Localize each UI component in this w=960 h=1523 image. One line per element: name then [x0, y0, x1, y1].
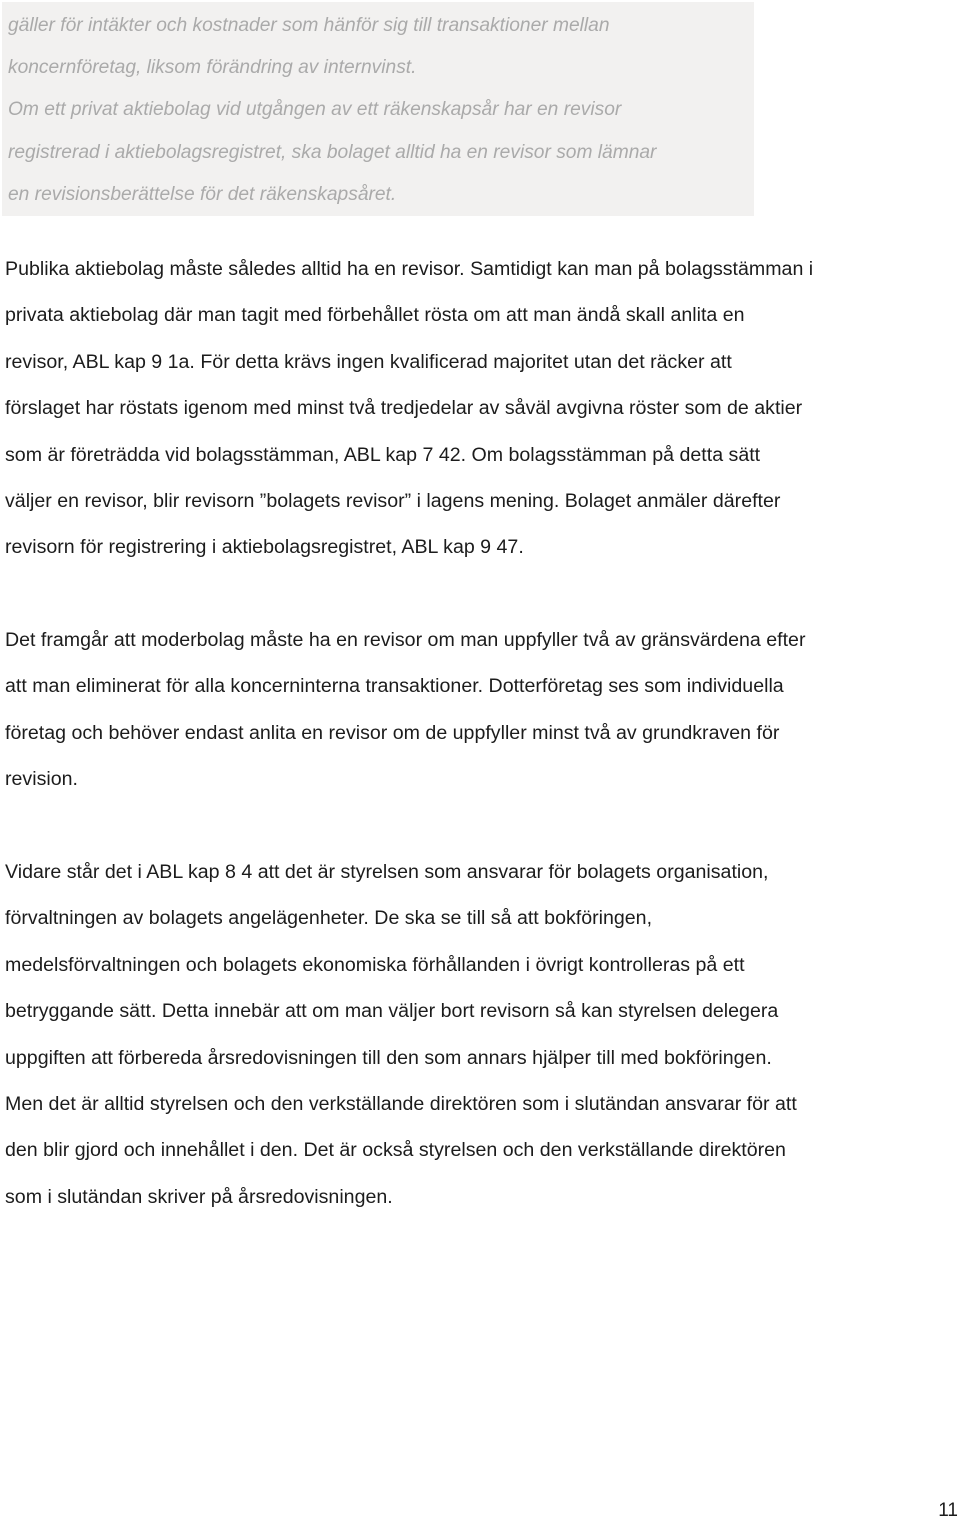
paragraph-line: medelsförvaltningen och bolagets ekonomiska förhållanden i övrigt kontrolleras på ett — [5, 953, 745, 976]
quote-line: Om ett privat aktiebolag vid utgången av ett räkenskapsår har en revisor — [8, 99, 622, 121]
quoted-law-text-box — [2, 2, 754, 216]
quote-line: registrerad i aktiebolagsregistret, ska bolaget alltid ha en revisor som lämnar — [8, 141, 657, 163]
paragraph-line: privata aktiebolag där man tagit med förbehållet rösta om att man ändå skall anlita en — [5, 304, 745, 327]
paragraph-line: revisor, ABL kap 9 1a. För detta krävs ingen kvalificerad majoritet utan det räcker att — [5, 350, 732, 373]
body-paragraph-parent-companies — [5, 617, 960, 803]
paragraph-line: revision. — [5, 768, 78, 791]
paragraph-line: den blir gjord och innehållet i den. Det är också styrelsen och den verkställande direktören — [5, 1139, 786, 1162]
paragraph-line: Vidare står det i ABL kap 8 4 att det är styrelsen som ansvarar för bolagets organisation, — [5, 861, 769, 883]
page-number: 11 — [938, 1500, 958, 1521]
body-paragraph-public-companies — [5, 246, 960, 571]
paragraph-line: uppgiften att förbereda årsredovisningen till den som annars hjälper till med bokföringen. — [5, 1046, 772, 1069]
paragraph-line: som är företrädda vid bolagsstämman, ABL kap 7 42. Om bolagsstämman på detta sätt — [5, 443, 761, 466]
quote-line: koncernföretag, liksom förändring av internvinst. — [8, 57, 417, 79]
quoted-law-text — [8, 5, 748, 216]
paragraph-line: att man eliminerat för alla koncerninterna transaktioner. Dotterföretag ses som individuella — [5, 675, 784, 698]
paragraph-line: förvaltningen av bolagets angelägenheter. De ska se till så att bokföringen, — [5, 907, 653, 930]
paragraph-line: som i slutändan skriver på årsredovisningen. — [5, 1185, 393, 1208]
paragraph-line: Det framgår att moderbolag måste ha en revisor om man uppfyller två av gränsvärdena efter — [5, 629, 806, 651]
quote-line: gäller för intäkter och kostnader som hänför sig till transaktioner mellan — [8, 15, 610, 36]
paragraph-line: Men det är alltid styrelsen och den verkställande direktören som i slutändan ansvarar för att — [5, 1093, 797, 1116]
quote-line: en revisionsberättelse för det räkenskapsåret. — [8, 183, 397, 205]
paragraph-line: revisorn för registrering i aktiebolagsregistret, ABL kap 9 47. — [5, 536, 524, 559]
paragraph-line: företag och behöver endast anlita en revisor om de uppfyller minst två av grundkraven för — [5, 721, 780, 744]
body-paragraph-board-responsibility — [5, 849, 960, 1220]
paragraph-line: förslaget har röstats igenom med minst två tredjedelar av såväl avgivna röster som de aktier — [5, 397, 803, 420]
paragraph-line: Publika aktiebolag måste således alltid ha en revisor. Samtidigt kan man på bolagsstämman i — [5, 258, 814, 280]
paragraph-line: betryggande sätt. Detta innebär att om man väljer bort revisorn så kan styrelsen delegera — [5, 1000, 779, 1023]
paragraph-line: väljer en revisor, blir revisorn ”bolagets revisor” i lagens mening. Bolaget anmäler därefter — [5, 490, 781, 513]
